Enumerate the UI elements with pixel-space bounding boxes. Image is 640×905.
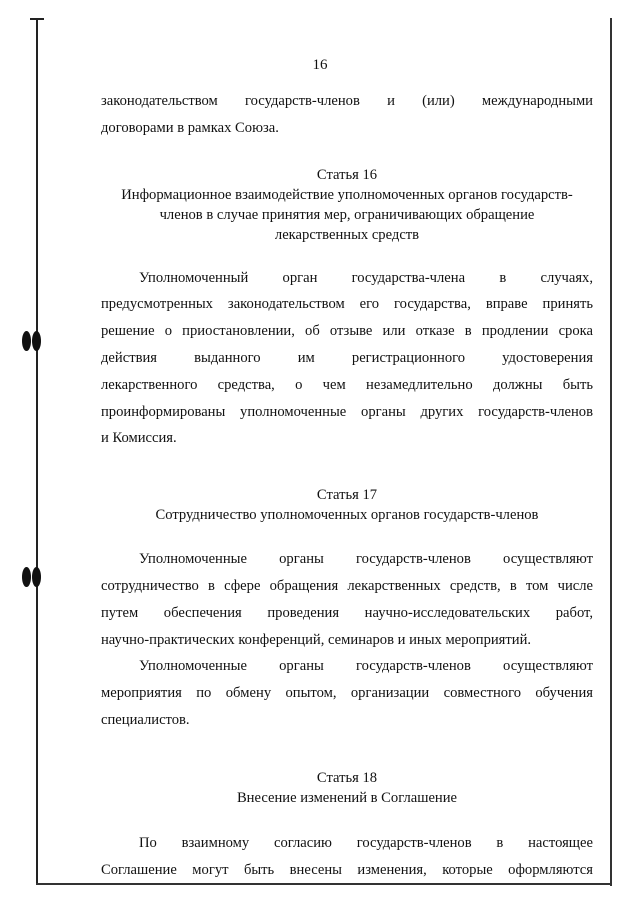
text-line: договорами в рамках Союза. [101,119,279,136]
page-border-right [610,18,612,886]
article-17-heading [101,485,593,525]
text-line: действия выданного им регистрационного удостоверения [101,349,593,366]
text-line: и Комиссия. [101,430,177,447]
article-number: Статья 18 [316,769,378,786]
text-line: предусмотренных законодательством его государства, вправе принять [101,296,593,313]
text-line: Уполномоченные органы государств-членов осуществляют [139,551,593,568]
text-line: законодательством государств-членов и (или) международными [101,93,593,109]
text-line: специалистов. [101,711,190,728]
text-line: Уполномоченный орган государства-члена в случаях, [139,269,593,286]
intro-paragraph [101,88,593,142]
text-line: лекарственного средства, о чем незамедлительно должны быть [101,376,593,393]
text-line: решение о приостановлении, об отзыве или отказе в продлении срока [101,323,593,340]
article-number: Статья 16 [316,166,378,183]
text-line: путем обеспечения проведения научно-исследовательских работ, [101,604,593,621]
article-title-line: членов в случае принятия мер, ограничивающих обращение [159,206,535,223]
text-line: По взаимному согласию государств-членов в настоящее [139,834,593,851]
article-title-line: Информационное взаимодействие уполномоченных органов государств- [121,186,573,203]
text-line: Соглашение могут быть внесены изменения, которые оформляются [101,861,593,878]
article-number: Статья 17 [316,487,378,504]
punch-hole-upper [20,331,42,351]
article-title-line: лекарственных средств [274,226,420,243]
article-18-heading [101,768,593,808]
article-16-heading [101,165,593,245]
article-16-paragraph [101,265,593,453]
document-body [101,88,593,883]
article-title-line: Сотрудничество уполномоченных органов государств-членов [155,507,539,524]
binding-line [36,18,38,883]
text-line: сотрудничество в сфере обращения лекарственных средств, в том числе [101,577,593,594]
text-line: научно-практических конференций, семинаров и иных мероприятий. [101,631,532,648]
article-18-paragraph [101,830,593,884]
punch-hole-lower [20,567,42,587]
text-line: Уполномоченные органы государств-членов осуществляют [139,658,593,675]
article-17-paragraph-2 [101,653,593,733]
page-number: 16 [312,57,328,73]
text-line: мероприятия по обмену опытом, организации совместного обучения [101,685,593,702]
article-title-line: Внесение изменений в Соглашение [236,789,458,806]
text-line: проинформированы уполномоченные органы других государств-членов [101,403,593,420]
article-17-paragraph-1 [101,546,593,653]
